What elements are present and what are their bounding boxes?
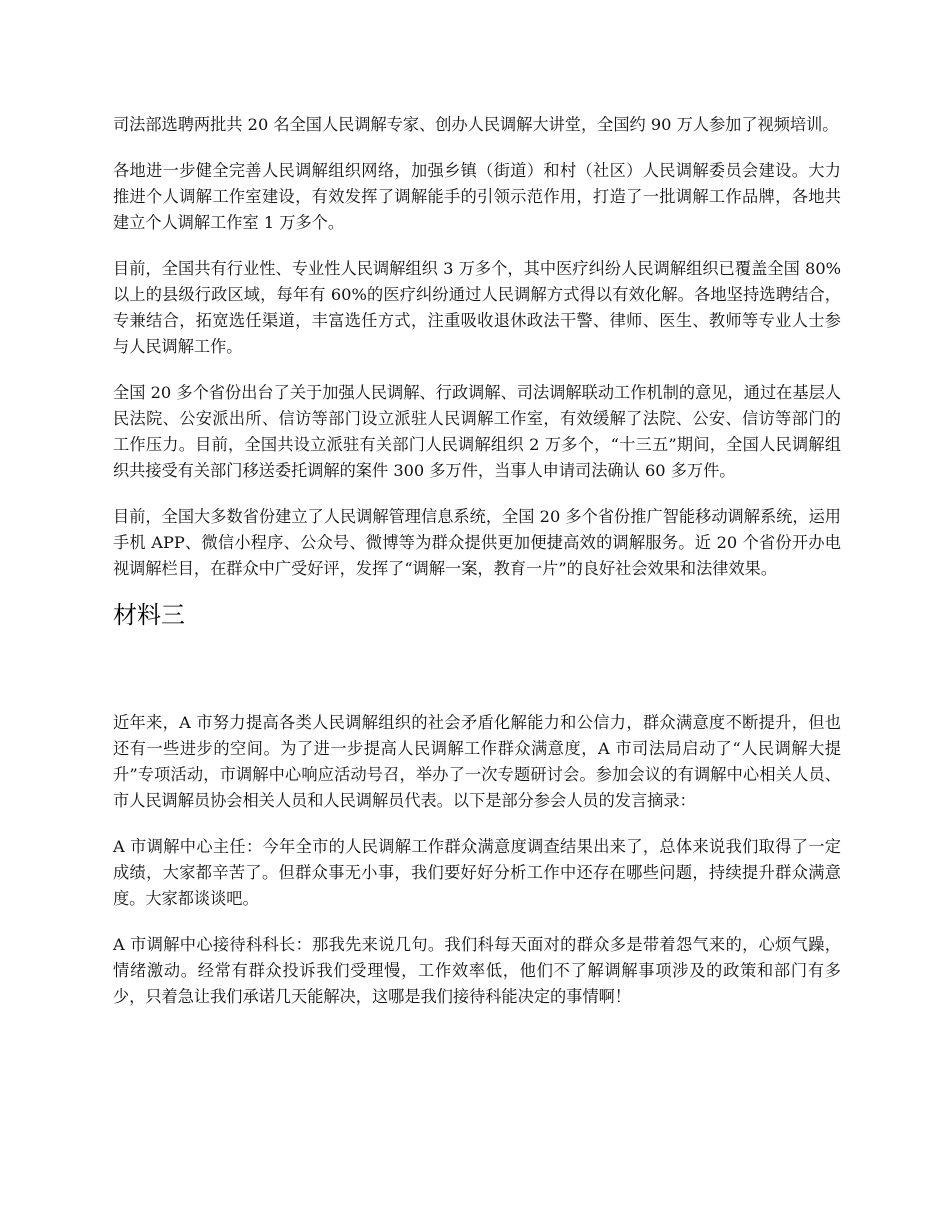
paragraph-expert-selection: 司法部选聘两批共 20 名全国人民调解专家、创办人民调解大讲堂，全国约 90 万人参加了视频培训。: [113, 115, 839, 134]
paragraph-information-system: 目前，全国大多数省份建立了人民调解管理信息系统，全国 20 多个省份推广智能移动调解系统，运用手机 APP、微信小程序、公众号、微博等为群众提供更加便捷高效的调解服务。近 20 个省份开办电视调解栏目，在群众中广受好评，发挥了“调解一案，教育一片”的良好社会效果和法律效果。: [113, 507, 841, 578]
section-title: 材料三: [113, 601, 185, 629]
paragraph-material-three-intro: 近年来，A 市努力提高各类人民调解组织的社会矛盾化解能力和公信力，群众满意度不断提升，但也还有一些进步的空间。为了进一步提高人民调解工作群众满意度，A 市司法局启动了“人民调解大提升”专项活动，市调解中心响应活动号召，举办了一次专题研讨会。参加会议的有调解中心相关人员、市人民调解员协会相关人员和人民调解员代表。以下是部分参会人员的发言摘录：: [113, 713, 841, 810]
section-spacer: [113, 632, 841, 710]
paragraph-reception-chief-remarks: A 市调解中心接待科科长：那我先来说几句。我们科每天面对的群众多是带着怨气来的，心烦气躁，情绪激动。经常有群众投诉我们受理慢，工作效率低，他们不了解调解事项涉及的政策和部门有多少，只着急让我们承诺几天能解决，这哪是我们接待科能决定的事情啊！: [113, 935, 841, 1006]
paragraph-industry-organizations: 目前，全国共有行业性、专业性人民调解组织 3 万多个，其中医疗纠纷人民调解组织已覆盖全国 80%以上的县级行政区域，每年有 60%的医疗纠纷通过人民调解方式得以有效化解。各地坚持选聘结合，专兼结合，拓宽选任渠道，丰富选任方式，注重吸收退休政法干警、律师、医生、教师等专业人士参与人民调解工作。: [113, 259, 841, 356]
document-page: [113, 112, 841, 1010]
paragraph-director-remarks: A 市调解中心主任：今年全市的人民调解工作群众满意度调查结果出来了，总体来说我们取得了一定成绩，大家都辛苦了。但群众事无小事，我们要好好分析工作中还存在哪些问题，持续提升群众满意度。大家都谈谈吧。: [113, 837, 841, 908]
paragraph-linkage-mechanism: 全国 20 多个省份出台了关于加强人民调解、行政调解、司法调解联动工作机制的意见，通过在基层人民法院、公安派出所、信访等部门设立派驻人民调解工作室，有效缓解了法院、公安、信访等部门的工作压力。目前，全国共设立派驻有关部门人民调解组织 2 万多个，“十三五”期间，全国人民调解组织共接受有关部门移送委托调解的案件 300 多万件，当事人申请司法确认 60 多万件。: [113, 383, 841, 480]
paragraph-network-building: 各地进一步健全完善人民调解组织网络，加强乡镇（街道）和村（社区）人民调解委员会建设。大力推进个人调解工作室建设，有效发挥了调解能手的引领示范作用，打造了一批调解工作品牌，各地共建立个人调解工作室 1 万多个。: [113, 161, 841, 232]
